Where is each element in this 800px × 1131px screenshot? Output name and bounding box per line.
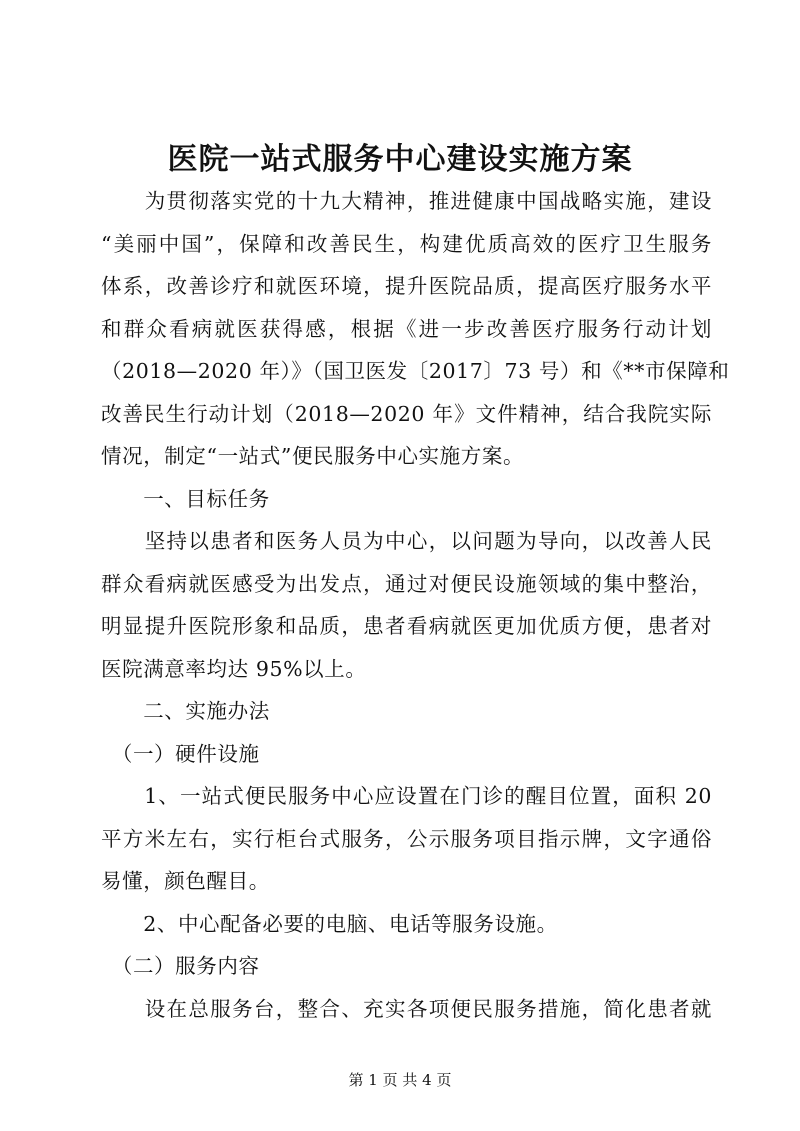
page-footer: 第 1 页 共 4 页 (348, 1071, 452, 1089)
body-line: 明显提升医院形象和品质，患者看病就医更加优质方便，患者对 (101, 614, 712, 638)
body-line: 平方米左右，实行柜台式服务，公示服务项目指示牌，文字通俗 (101, 826, 712, 851)
document-title: 医院一站式服务中心建设实施方案 (167, 142, 633, 177)
subsection-heading: （二）服务内容 (101, 954, 260, 978)
body-line: 为贯彻落实党的十九大精神，推进健康中国战略实施，建设 (101, 189, 712, 213)
body-line: 体系，改善诊疗和就医环境，提升医院品质，提高医疗服务水平 (101, 274, 712, 298)
section-heading: 一、目标任务 (101, 486, 270, 511)
body-line: 医院满意率均达 95%以上。 (101, 656, 367, 681)
body-line: 群众看病就医感受为出发点，通过对便民设施领域的集中整治， (101, 571, 712, 596)
body-line: （2018—2020 年）》（国卫医发〔2017〕73 号）和《**市保障和 (101, 359, 730, 383)
body-line: 1、一站式便民服务中心应设置在门诊的醒目位置，面积 20 (101, 784, 712, 808)
subsection-heading: （一）硬件设施 (101, 741, 260, 766)
body-line: 和群众看病就医获得感，根据《进一步改善医疗服务行动计划 (101, 316, 712, 341)
section-heading: 二、实施办法 (101, 699, 270, 723)
body-line: 设在总服务台，整合、充实各项便民服务措施，简化患者就 (101, 996, 712, 1021)
body-line: 情况，制定“一站式”便民服务中心实施方案。 (101, 444, 525, 468)
body-line: 2、中心配备必要的电脑、电话等服务设施。 (101, 911, 558, 936)
body-line: 坚持以患者和医务人员为中心，以问题为导向，以改善人民 (101, 529, 712, 553)
body-line: “美丽中国”，保障和改善民生，构建优质高效的医疗卫生服务 (101, 231, 712, 256)
body-line: 改善民生行动计划（2018—2020 年》文件精神，结合我院实际 (101, 401, 712, 426)
body-line: 易懂，颜色醒目。 (101, 869, 270, 893)
